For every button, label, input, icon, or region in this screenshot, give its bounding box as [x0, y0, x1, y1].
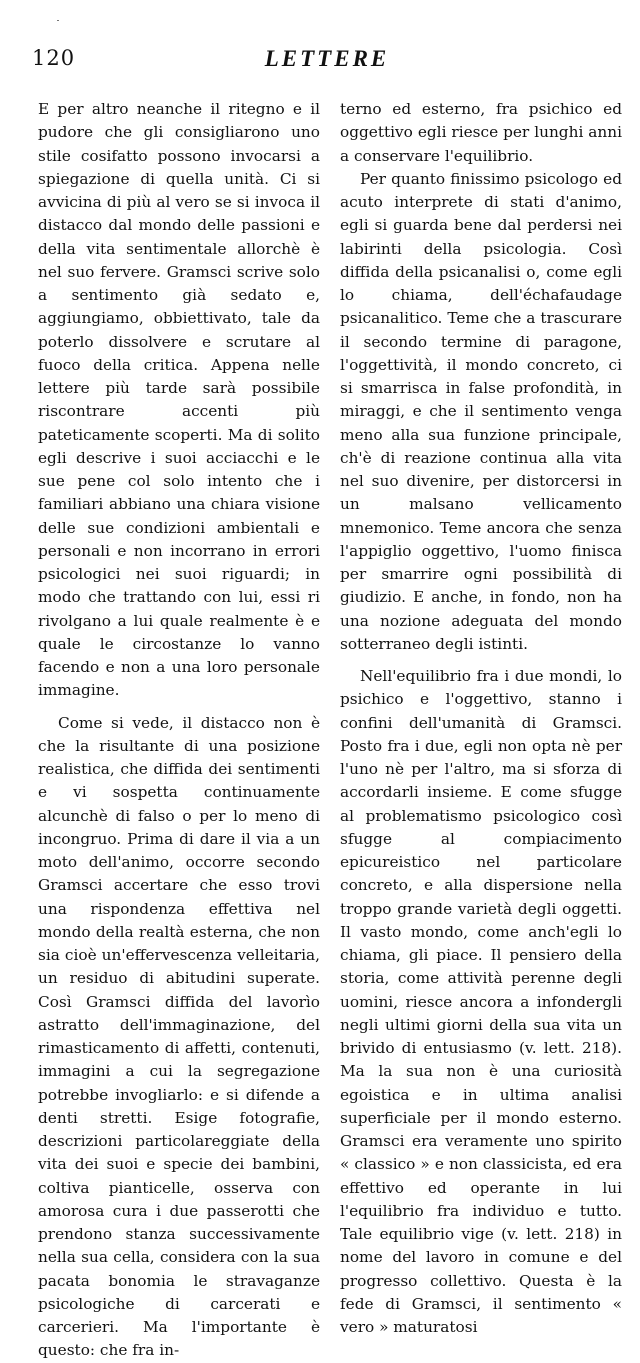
- paragraph: Come si vede, il distacco non è che la risultante di una posizione realistica, che diffida dei sentimenti e vi sospetta continuamente alcunchè di falso o per lo meno di incongruo. Prima di dare il via a un moto dell'animo, occorre secondo Gramsci accertare che esso trovi una rispondenza effettiva nel mondo della realtà esterna, che non sia cioè un'effervescenza velleitaria, un residuo di abitudini superate. Così Gramsci diffida del lavorìo astratto dell'immaginazione, del rimasticamento di affetti, contenuti, immagini a cui la segregazione potrebbe invogliarlo: e si difende a denti stretti. Esige fotografie, descrizioni particolareggiate della vita dei suoi e specie dei bambini, coltiva pianticelle, osserva con amorosa cura i due passerotti che prendono stanza successivamente nella sua cella, considera con la sua pacata bonomia le stravaganze psicologiche di carcerati e carcerieri. Ma l'importante è questo: che fra in-: [38, 713, 320, 1360]
- paragraph: Nell'equilibrio fra i due mondi, lo psichico e l'oggettivo, stanno i confini dell'umanità di Gramsci. Posto fra i due, egli non opta nè per l'uno nè per l'altro, ma si sforza di accordarli insieme. E come sfugge al problematismo psicologico così sfugge al compiacimento epicureistico nel particolare concreto, e alla dispersione nella troppo grande varietà degli oggetti. Il vasto mondo, come anch'egli lo chiama, gli piace. Il pensiero della storia, come attività perenne degli uomini, riesce ancora a infondergli negli ultimi giorni della sua vita un brivido di entusiasmo (v. lett. 218). Ma la sua non è una curiosità egoistica e in ultima analisi superficiale per il mondo esterno. Gramsci era veramente uno spirito « classico » e non classicista, ed era effettivo ed operante in lui l'equilibrio fra individuo e tutto. Tale equilibrio vige (v. lett. 218) in nome del lavoro in comune e del progresso collettivo. Questa è la fede di Gramsci, il sentimento « vero » maturatosi: [340, 667, 622, 1336]
- page-number: 120: [32, 46, 76, 70]
- paragraph: E per altro neanche il ritegno e il pudore che gli consigliarono uno stile cosifatto possono invocarsi a spiegazione di quella unità. Ci si avvicina di più al vero se si invoca il distacco dal mondo delle passioni e della vita sentimentale allorchè è nel suo fervere. Gramsci scrive solo a sentimento già sedato e, aggiungiamo, obbiettivato, tale da poterlo dissolvere e scrutare al fuoco della critica. Appena nelle lettere più tarde sarà possibile riscontrare accenti più pateticamente scoperti. Ma di solito egli descrive i suoi acciacchi e le sue pene col solo intento che i familiari abbiano una chiara visione delle sue condizioni ambientali e personali e non incorrano in errori psicologici nei suoi riguardi; in modo che trattando con lui, essi ri rivolgano a lui quale realmente è e quale le circostanze lo vanno facendo e non a una loro personale immagine.: [38, 100, 320, 700]
- page-header: [32, 46, 622, 76]
- left-column: [38, 98, 320, 1363]
- paragraph: terno ed esterno, fra psichico ed oggettivo egli riesce per lunghi anni a conservare l'equilibrio.: [340, 100, 622, 165]
- print-speck: [57, 20, 59, 21]
- right-column: [340, 98, 622, 1339]
- running-head: LETTERE: [264, 46, 390, 71]
- text-columns: [38, 98, 626, 1360]
- paragraph: Per quanto finissimo psicologo ed acuto interprete di stati d'animo, egli si guarda bene dal perdersi nei labirinti della psicologia. Così diffida della psicanalisi o, come egli lo chiama, dell'échafaudage psicanalitico. Teme che a trascurare il secondo termine di paragone, l'oggettività, il mondo concreto, ci si smarrisca in false profondità, in miraggi, e che il sentimento venga meno alla sua funzione principale, ch'è di reazione continua alla vita nel suo divenire, per distorcersi in un malsano vellicamento mnemonico. Teme ancora che senza l'appiglio oggettivo, l'uomo finisca per smarrire ogni possibilità di giudizio. E anche, in fondo, non ha una nozione adeguata del mondo sotterraneo degli istinti.: [340, 169, 622, 653]
